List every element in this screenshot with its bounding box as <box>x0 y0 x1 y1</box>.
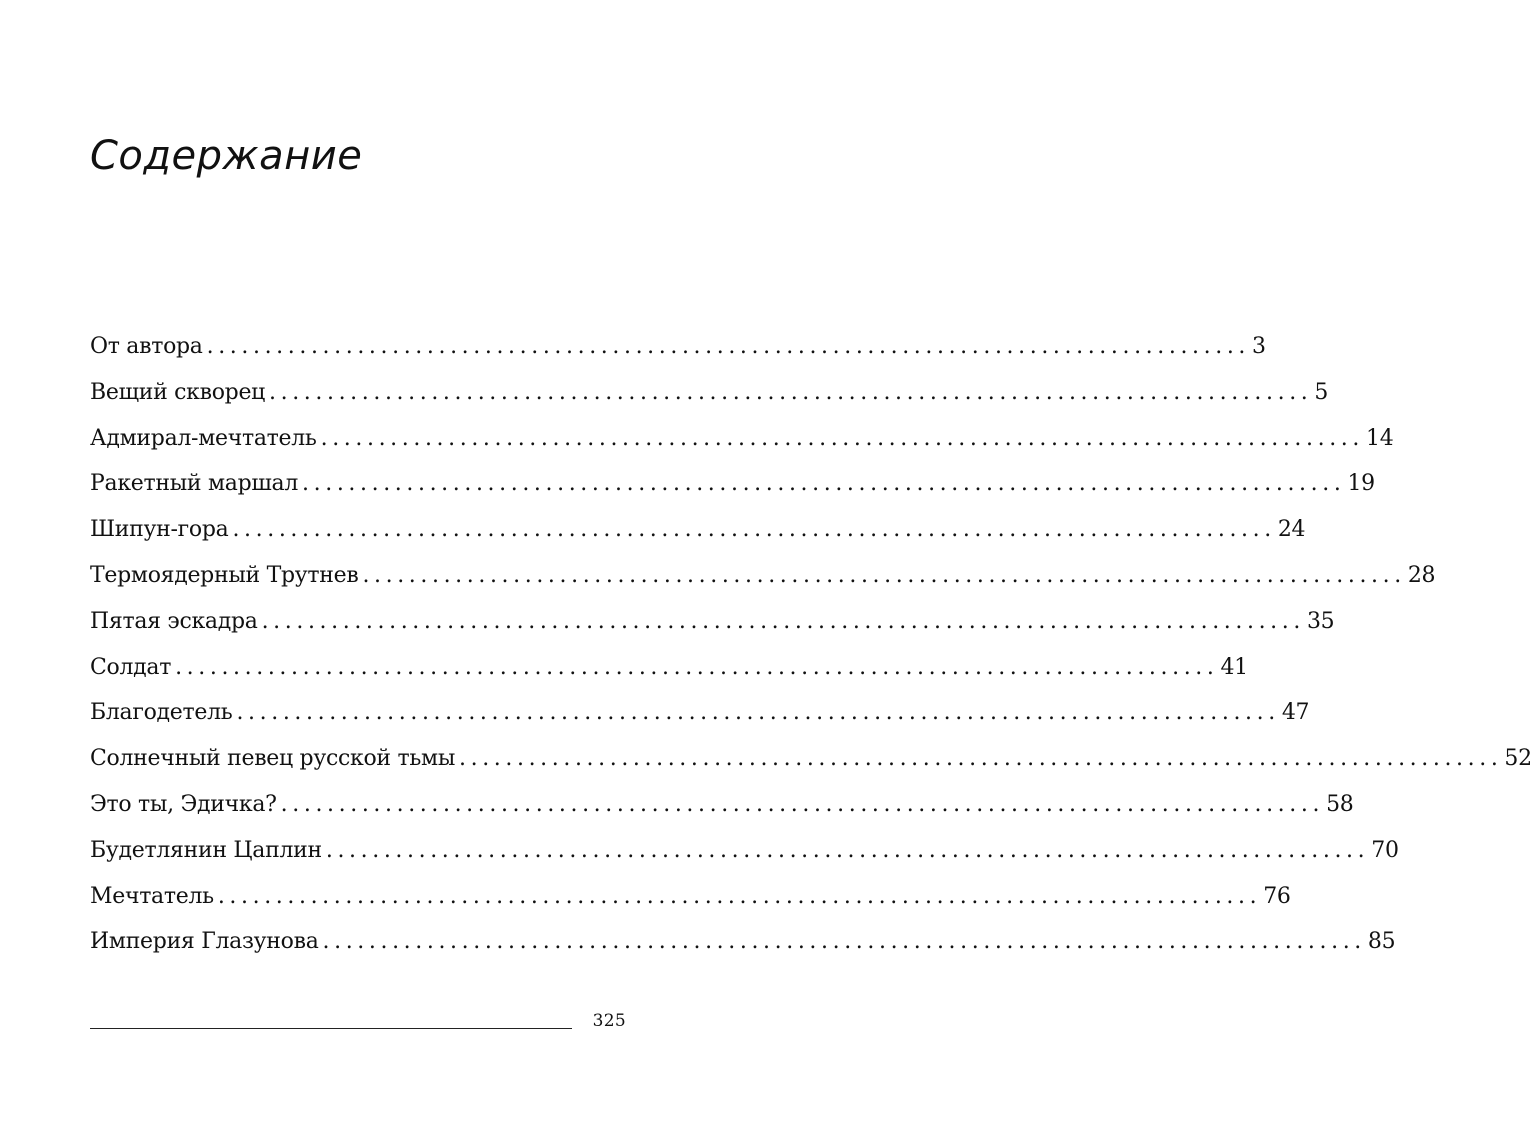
toc-entry-title: Благодетель <box>90 700 233 726</box>
table-of-contents <box>90 324 1532 965</box>
dot-leader: .......................................................................................... <box>325 837 1370 863</box>
toc-entry-title: Пятая эскадра <box>90 608 258 634</box>
dot-leader: .......................................................................................... <box>269 379 1313 405</box>
dot-leader: .......................................................................................... <box>206 334 1251 359</box>
dot-leader: .......................................................................................... <box>217 883 1262 909</box>
page-title: Содержание <box>90 133 363 179</box>
dot-leader: .......................................................................................... <box>261 608 1305 634</box>
toc-entry <box>90 599 1335 645</box>
dot-leader: .......................................................................................... <box>362 562 1406 588</box>
toc-entry-title: Адмирал-мечтатель <box>90 425 317 451</box>
toc-entry-page: 14 <box>1366 425 1394 451</box>
dot-leader: .......................................................................................... <box>459 746 1503 772</box>
toc-entry <box>90 919 1396 965</box>
toc-entry <box>90 828 1399 874</box>
dot-leader: .......................................................................................... <box>302 471 1346 497</box>
toc-entry <box>90 416 1394 462</box>
toc-entry-title: Солдат <box>90 654 172 680</box>
toc-entry-title: Это ты, Эдичка? <box>90 791 277 817</box>
toc-entry-page: 28 <box>1407 562 1436 588</box>
toc-entry <box>90 507 1306 553</box>
toc-entry <box>90 324 1266 370</box>
toc-entry-page: 52 <box>1504 746 1532 772</box>
toc-entry-page: 76 <box>1263 883 1291 909</box>
dot-leader: .......................................................................................... <box>175 654 1219 680</box>
toc-entry <box>90 690 1310 736</box>
toc-entry-title: Шипун-гора <box>90 517 229 543</box>
toc-entry-title: Мечтатель <box>90 883 214 909</box>
toc-entry <box>90 553 1436 599</box>
toc-entry <box>90 874 1291 920</box>
toc-entry-title: Ракетный маршал <box>90 471 299 497</box>
toc-entry-page: 47 <box>1281 700 1310 726</box>
toc-entry-title: Империя Глазунова <box>90 929 319 955</box>
toc-entry-page: 58 <box>1326 791 1354 817</box>
dot-leader: .......................................................................................... <box>322 929 1366 955</box>
toc-entry <box>90 782 1354 828</box>
toc-entry-page: 41 <box>1220 654 1248 680</box>
toc-entry-title: Солнечный певец русской тьмы <box>90 746 456 772</box>
toc-entry <box>90 370 1329 416</box>
toc-entry-page: 19 <box>1347 471 1375 497</box>
toc-entry-title: Вещий скворец <box>90 379 266 405</box>
toc-entry-title: От автора <box>90 334 203 359</box>
dot-leader: .......................................................................................... <box>232 517 1276 543</box>
toc-entry <box>90 461 1375 507</box>
toc-entry-page: 3 <box>1252 334 1266 359</box>
footer-rule <box>90 1028 572 1029</box>
toc-entry-title: Будетлянин Цаплин <box>90 837 322 863</box>
toc-entry <box>90 736 1532 782</box>
toc-entry-page: 35 <box>1306 608 1335 634</box>
dot-leader: .......................................................................................... <box>236 700 1280 726</box>
dot-leader: .......................................................................................... <box>320 425 1364 451</box>
toc-entry-page: 85 <box>1367 929 1396 955</box>
toc-entry-page: 5 <box>1314 379 1329 405</box>
dot-leader: .......................................................................................... <box>280 791 1325 817</box>
toc-entry <box>90 645 1248 691</box>
page-number: 325 <box>592 1011 626 1031</box>
toc-entry-page: 70 <box>1371 837 1399 863</box>
toc-entry-page: 24 <box>1277 517 1306 543</box>
toc-entry-title: Термоядерный Трутнев <box>90 562 359 588</box>
